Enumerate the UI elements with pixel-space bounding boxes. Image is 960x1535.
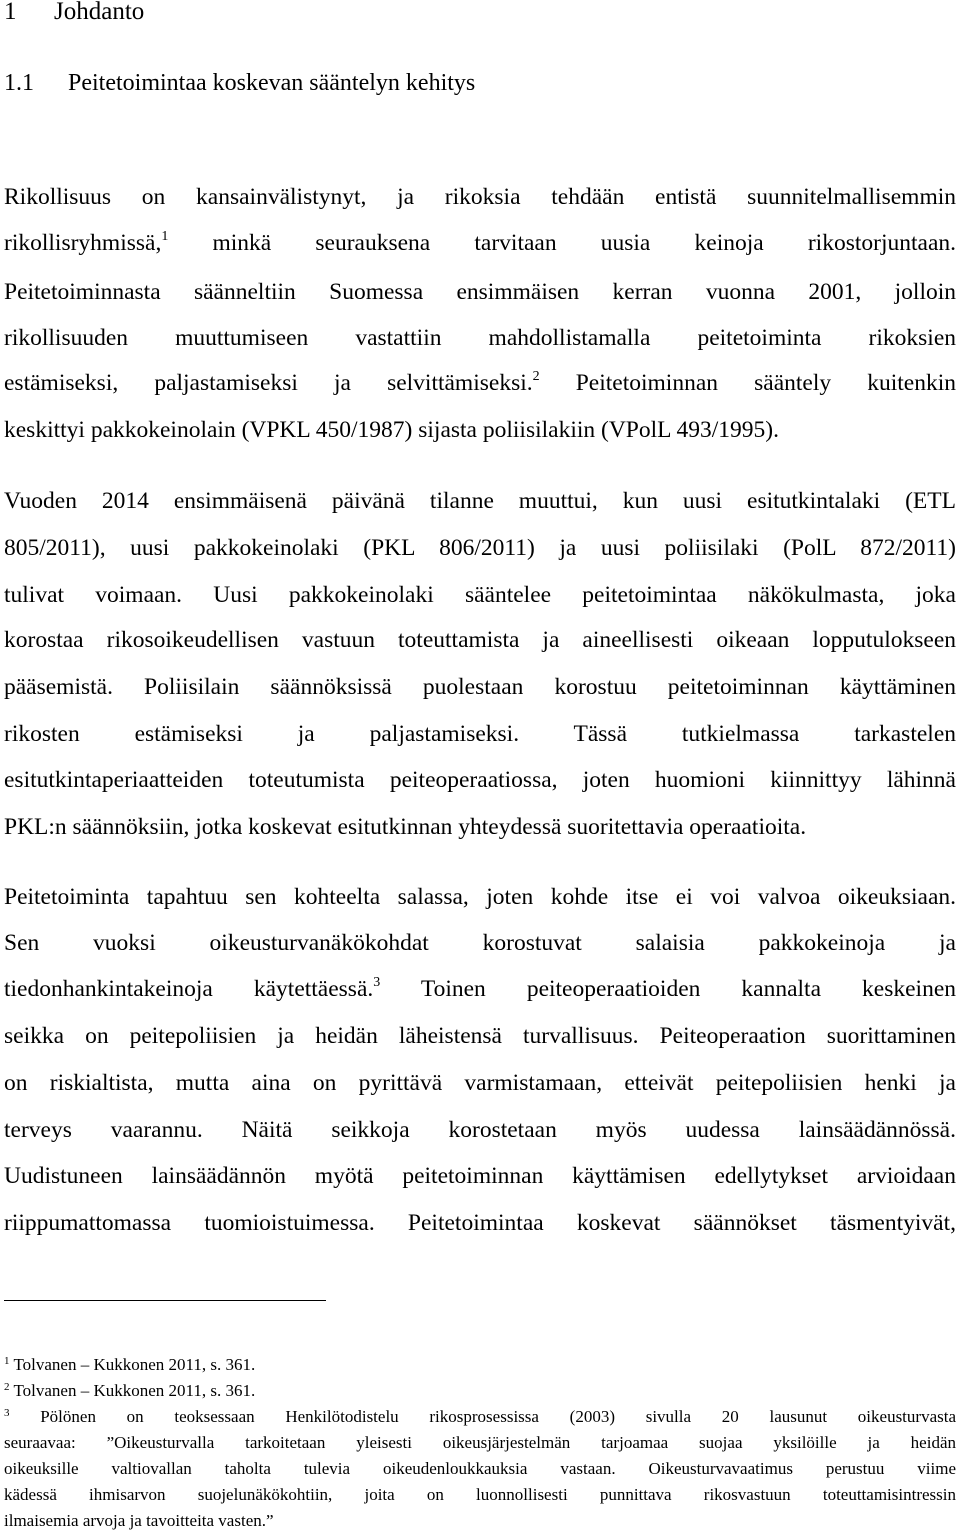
body-line: Vuoden 2014 ensimmäisenä päivänä tilanne muuttui, kun uusi esitutkintalaki (ETL <box>4 488 956 514</box>
body-line: Peitetoiminta tapahtuu sen kohteelta salassa, joten kohde itse ei voi valvoa oikeuksiaan. <box>4 884 956 910</box>
footnote-continuation: seuraavaa: ”Oikeusturvalla tarkoitetaan yleisesti oikeusjärjestelmän tarjoamaa suojaa yksilöille ja heidän <box>4 1433 956 1452</box>
body-line: tulivat voimaan. Uusi pakkokeinolaki sääntelee peitetoimintaa näkökulmasta, joka <box>4 582 956 608</box>
body-line: Peitetoiminnasta säänneltiin Suomessa ensimmäisen kerran vuonna 2001, jolloin <box>4 279 956 305</box>
footnote-continuation: ilmaisemia arvoja ja tavoitteita vasten.” <box>4 1511 274 1530</box>
footnote-ref: 3 <box>373 975 381 990</box>
body-line: korostaa rikosoikeudellisen vastuun toteuttamista ja aineellisesti oikeaan lopputulokseen <box>4 627 956 653</box>
body-line: rikollisryhmissä,$^1$ minkä seurauksena tarvitaan uusia keinoja rikostorjuntaan. <box>4 229 956 256</box>
footnote-ref: 2 <box>532 369 540 384</box>
footnote-mark: 1 <box>4 1355 10 1367</box>
body-line: keskittyi pakkokeinolain (VPKL 450/1987) sijasta poliisilakiin (VPolL 493/1995). <box>4 417 779 443</box>
footnote: $^1$ Tolvanen – Kukkonen 2011, s. 361. <box>4 1355 256 1374</box>
body-line: riippumattomassa tuomioistuimessa. Peitetoimintaa koskevat säännökset täsmentyivät, <box>4 1210 956 1236</box>
chapter-number: 1 <box>4 0 17 25</box>
section-heading <box>4 70 475 97</box>
footnote-mark: 2 <box>4 1381 10 1393</box>
body-line: seikka on peitepoliisien ja heidän läheistensä turvallisuus. Peiteoperaation suorittaminen <box>4 1023 956 1049</box>
footnote-continuation: oikeuksille valtiovallan taholta tulevia oikeudenloukkauksia vastaan. Oikeusturvavaatimus perustuu viime <box>4 1459 956 1478</box>
footnote-separator <box>4 1300 326 1301</box>
footnote: $^3$ Pölönen on teoksessaan Henkilötodistelu rikosprosessissa (2003) sivulla 20 lausunut oikeusturvasta <box>4 1407 956 1426</box>
body-line: 805/2011), uusi pakkokeinolaki (PKL 806/2011) ja uusi poliisilaki (PolL 872/2011) <box>4 535 956 561</box>
footnote: $^2$ Tolvanen – Kukkonen 2011, s. 361. <box>4 1381 256 1400</box>
body-line: estämiseksi, paljastamiseksi ja selvittämiseksi.$^2$ Peitetoiminnan sääntely kuitenkin <box>4 369 956 396</box>
body-line: PKL:n säännöksiin, jotka koskevat esitutkinnan yhteydessä suoritettavia operaatioita. <box>4 814 807 840</box>
chapter-heading <box>4 0 144 26</box>
footnote-mark: 3 <box>4 1407 10 1419</box>
body-line: rikollisuuden muuttumiseen vastattiin mahdollistamalla peitetoiminta rikoksien <box>4 325 956 351</box>
footnote-ref: 1 <box>161 229 169 244</box>
body-line: Sen vuoksi oikeusturvanäkökohdat korostuvat salaisia pakkokeinoja ja <box>4 930 956 956</box>
body-line: tiedonhankintakeinoja käytettäessä.$^3$ Toinen peiteoperaatioiden kannalta keskeinen <box>4 975 956 1002</box>
body-line: terveys vaarannu. Näitä seikkoja korostetaan myös uudessa lainsäädännössä. <box>4 1117 956 1143</box>
section-title: Peitetoimintaa koskevan sääntelyn kehitys <box>68 70 476 96</box>
section-number: 1.1 <box>4 70 34 96</box>
body-line: rikosten estämiseksi ja paljastamiseksi. Tässä tutkielmassa tarkastelen <box>4 721 956 747</box>
body-line: on riskialtista, mutta aina on pyrittävä varmistamaan, etteivät peitepoliisien henki ja <box>4 1070 956 1096</box>
body-line: esitutkintaperiaatteiden toteutumista peiteoperaatiossa, joten huomioni kiinnittyy lähinnä <box>4 767 956 793</box>
body-line: pääsemistä. Poliisilain säännöksissä puolestaan korostuu peitetoiminnan käyttäminen <box>4 674 956 700</box>
body-line: Rikollisuus on kansainvälistynyt, ja rikoksia tehdään entistä suunnitelmallisemmin <box>4 184 956 210</box>
body-line: Uudistuneen lainsäädännön myötä peitetoiminnan käyttämisen edellytykset arvioidaan <box>4 1163 956 1189</box>
chapter-title: Johdanto <box>54 0 145 25</box>
footnote-continuation: kädessä ihmisarvon suojelunäkökohtiin, joita on luonnollisesti punnittava rikosvastuun toteuttamisintressin <box>4 1485 956 1504</box>
